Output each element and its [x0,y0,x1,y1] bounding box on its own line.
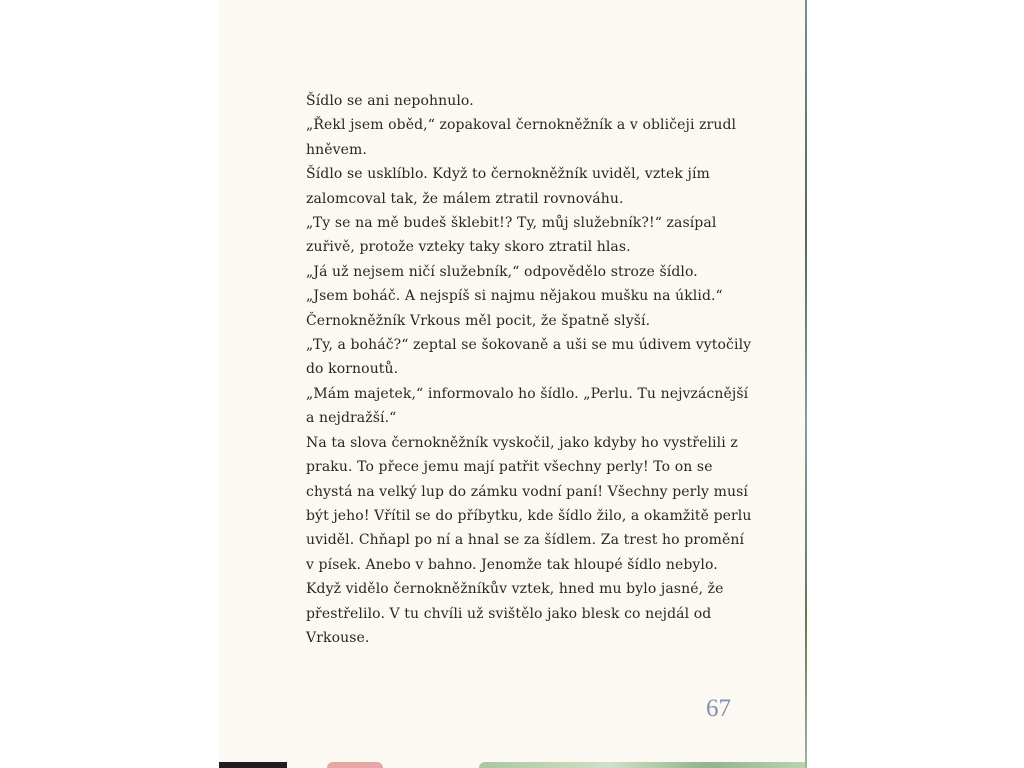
illustration-pink-fragment [327,762,383,768]
paragraph: Černokněžník Vrkous měl pocit, že špatně slyší. [306,312,651,329]
paragraph: „Ty, a boháč?“ zeptal se šokovaně a uši se mu údivem vytočily do kornoutů. [306,337,752,378]
paragraph: Šídlo se usklíblo. Když to černokněžník uviděl, vztek jím zalomcoval tak, že málem ztratil rovnováhu. [306,166,710,207]
paragraph: „Řekl jsem oběd,“ zopakoval černokněžník a v obličeji zrudl hněvem. [306,117,737,158]
illustration-edge [219,762,805,768]
illustration-dark-fragment [219,762,287,768]
paragraph: „Já už nejsem ničí služebník,“ odpovědělo stroze šídlo. [306,263,698,280]
illustration-green-fragment [479,762,805,768]
paragraph: „Jsem boháč. A nejspíš si najmu nějakou mušku na úklid.“ [306,288,723,305]
page-text [306,89,756,650]
page-edge-border [805,0,807,768]
page-number: 67 [706,695,731,722]
book-page [219,0,805,768]
paragraph: Na ta slova černokněžník vyskočil, jako kdyby ho vystřelili z praku. To přece jemu mají patřit všechny perly! To on se chystá na velký lup do zámku vodní paní! Všechny perly musí být jeho! Vřítil se do příbytku, kde šídlo žilo, a okamžitě perlu uviděl. Chňapl po ní a hnal se za šídlem. Za trest ho promění v písek. Anebo v bahno. Jenomže tak hloupé šídlo nebylo. Když vidělo černokněžníkův vztek, hned mu bylo jasné, že přestřelilo. V tu chvíli už svištělo jako blesk co nejdál od Vrkouse. [306,434,752,646]
paragraph: „Ty se na mě budeš šklebit!? Ty, můj služebník?!“ zasípal zuřivě, protože vzteky taky skoro ztratil hlas. [306,215,717,256]
paragraph: „Mám majetek,“ informovalo ho šídlo. „Perlu. Tu nejvzácnější a nejdražší.“ [306,385,749,427]
paragraph: Šídlo se ani nepohnulo. [306,93,474,109]
